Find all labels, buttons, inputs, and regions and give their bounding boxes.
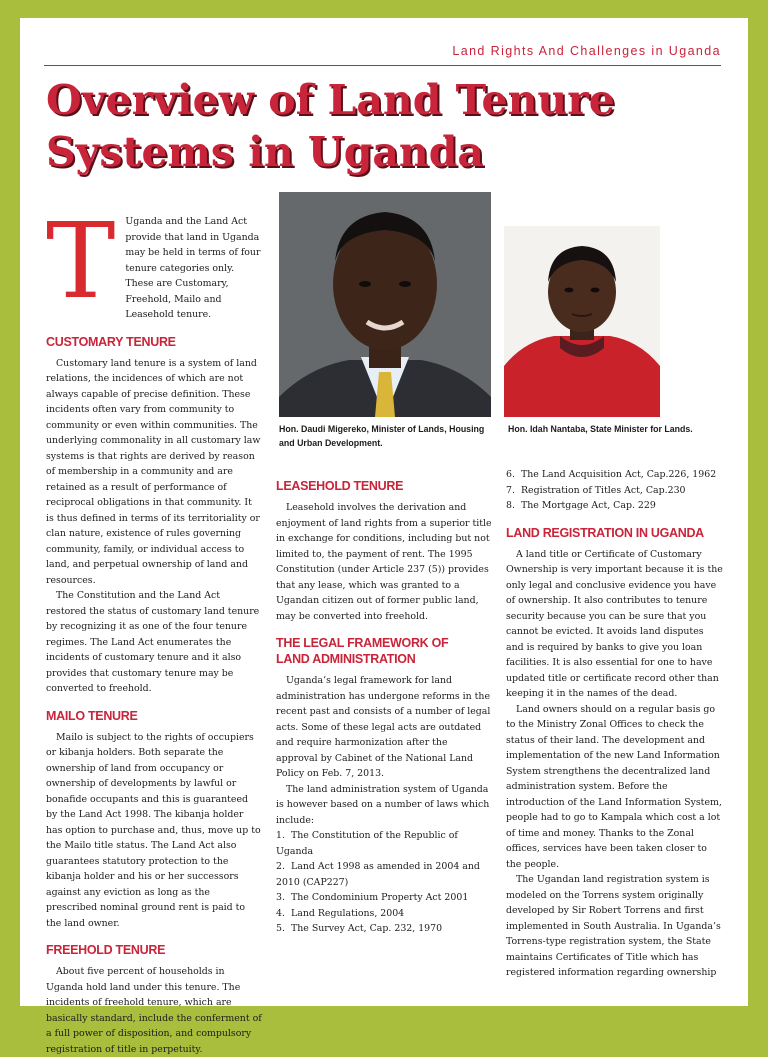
running-header: Land Rights And Challenges in Uganda <box>452 44 721 58</box>
law-number: 8. <box>506 500 515 511</box>
law-number: 6. <box>506 469 515 480</box>
law-number: 7. <box>506 484 515 496</box>
customary-heading: CUSTOMARY TENURE <box>46 334 176 349</box>
mailo-heading: MAILO TENURE <box>46 708 138 723</box>
registration-p3: The Ugandan land registration system is modeled on the Torrens system originally developed by Sir Robert Torrens and first implemented in South Australia. In Uganda’s Torrens-type registration system, the State maintains Certificates of Title which has registered information regarding ownership <box>506 874 721 978</box>
header-rule <box>44 65 721 66</box>
column-1 <box>46 200 262 1057</box>
law-text: Land Regulations, 2004 <box>291 907 405 919</box>
law-text: Registration of Titles Act, Cap.230 <box>521 484 686 496</box>
law-text: The Survey Act, Cap. 232, 1970 <box>291 923 443 934</box>
law-text: The Condominium Property Act 2001 <box>291 892 469 903</box>
drop-cap: T <box>46 200 116 322</box>
intro-paragraph <box>46 200 262 323</box>
headline-line-1: Overview of Land Tenure <box>46 76 615 124</box>
registration-p2: Land owners should on a regular basis go to the Ministry Zonal Offices to check the status of their land. The development and implementation of the new Land Information System strengthens the decentralized land administration system. Before the introduction of the Land Information System, people had to go to Kampala which cost a lot of time and money. Thanks to the Zonal offices, services have been taken closer to the people. <box>506 703 722 870</box>
article-headline <box>46 74 666 178</box>
magazine-page <box>20 18 748 1055</box>
column-2 <box>276 467 492 937</box>
registration-p1: A land title or Certificate of Customary Ownership is very important because it is the only legal and conclusive evidence you have of ownership. It also contributes to tenure security because you can be sure that you cannot be evicted. It avoids land disputes and is required by banks to give you loan facilities. It is also essential for one to have updated title or certificate record other than keeping it in the names of the dead. <box>506 548 723 699</box>
leasehold-p1: Leasehold involves the derivation and enjoyment of land rights from a superior title in exchange for conditions, including but not limited to, the payment of rent. The 1995 Constitution (under Article 237 (5)) provides that any lease, which was granted to a Ugandan citizen out of former public land, may be converted into freehold. <box>276 502 492 622</box>
law-number: 1. <box>276 830 285 841</box>
minister-photo <box>279 192 491 417</box>
law-text: The Land Acquisition Act, Cap.226, 1962 <box>521 469 717 480</box>
column-3 <box>506 467 724 981</box>
minister-portrait-illustration <box>279 192 491 417</box>
law-item <box>276 921 492 937</box>
law-item <box>506 483 724 499</box>
mailo-p1: Mailo is subject to the rights of occupiers or kibanja holders. Both separate the ownership of land from occupancy or ownership of developments by lawful or bonafide occupants and this is guaranteed by the Land Act 1998. The kibanja holder has option to purchase and, thus, move up to the Mailo title status. The Land Act also guarantees statutory protection to the kibanja holder and his or her successors against any eviction as long as the prescribed nominal ground rent is paid to the land owner. <box>46 731 261 929</box>
intro-text: Uganda and the Land Act provide that land in Uganda may be held in terms of four tenure categories only. These are Customary, Freehold, Mailo and Leasehold tenure. <box>125 216 261 320</box>
law-item <box>276 859 492 890</box>
registration-heading: LAND REGISTRATION IN UGANDA <box>506 525 704 540</box>
law-item <box>506 467 724 483</box>
law-number: 2. <box>276 861 285 872</box>
state-minister-portrait-illustration <box>504 226 660 417</box>
law-number: 4. <box>276 907 285 919</box>
legal-p1: Uganda’s legal framework for land administration has undergone reforms in the recent past and consists of a number of legal acts. Some of these legal acts are outdated and require harmonization after the approval by Cabinet of the National Land Policy on Feb. 7, 2013. <box>276 675 491 779</box>
legal-p2: The land administration system of Uganda is however based on a number of laws which include: <box>276 783 490 826</box>
legal-heading-line-2: LAND ADMINISTRATION <box>276 652 416 666</box>
law-item <box>506 498 724 514</box>
legal-heading-line-1: THE LEGAL FRAMEWORK OF <box>276 636 449 650</box>
law-item <box>276 828 492 859</box>
customary-p2: The Constitution and the Land Act restored the status of customary land tenure by recognizing it as one of the four tenure regimes. The Land Act enumerates the incidents of customary tenure and it also provides that customary tenure may be converted to freehold. <box>46 590 260 694</box>
law-item <box>276 890 492 906</box>
laws-list-part-2 <box>506 467 724 514</box>
customary-p1: Customary land tenure is a system of land relations, the incidences of which are not always capable of precise definition. These incidents often vary from community to community or even within communities. The underlying commonality in all customary law systems is that rights are derived by reason of membership in a community and are retained as a result of performance of reciprocal obligations in that community. It is thus defined in terms of its territoriality or clan nature, existence of rules governing community, family, or individual access to land, and perpetual ownership of land and resources. <box>46 357 261 586</box>
laws-list-part-1 <box>276 828 492 937</box>
law-text: The Constitution of the Republic of Uganda <box>276 830 458 857</box>
law-item <box>276 906 492 922</box>
state-minister-photo <box>504 226 660 417</box>
leasehold-heading: LEASEHOLD TENURE <box>276 479 404 493</box>
legal-framework-heading <box>276 635 492 667</box>
state-minister-caption: Hon. Idah Nantaba, State Minister for Lands. <box>508 424 693 434</box>
law-number: 3. <box>276 892 285 903</box>
freehold-p1: About five percent of households in Uganda hold land under this tenure. The incidents of freehold tenure, which are basically standard, include the conferment of a full power of disposition, and compulsory registration of title in perpetuity. <box>46 966 262 1055</box>
law-text: The Mortgage Act, Cap. 229 <box>521 500 656 511</box>
minister-caption: Hon. Daudi Migereko, Minister of Lands, Housing and Urban Development. <box>279 424 485 448</box>
freehold-heading: FREEHOLD TENURE <box>46 943 166 957</box>
law-number: 5. <box>276 923 285 934</box>
law-text: Land Act 1998 as amended in 2004 and 2010 (CAP227) <box>276 861 480 888</box>
headline-line-2: Systems in Uganda <box>46 128 484 176</box>
